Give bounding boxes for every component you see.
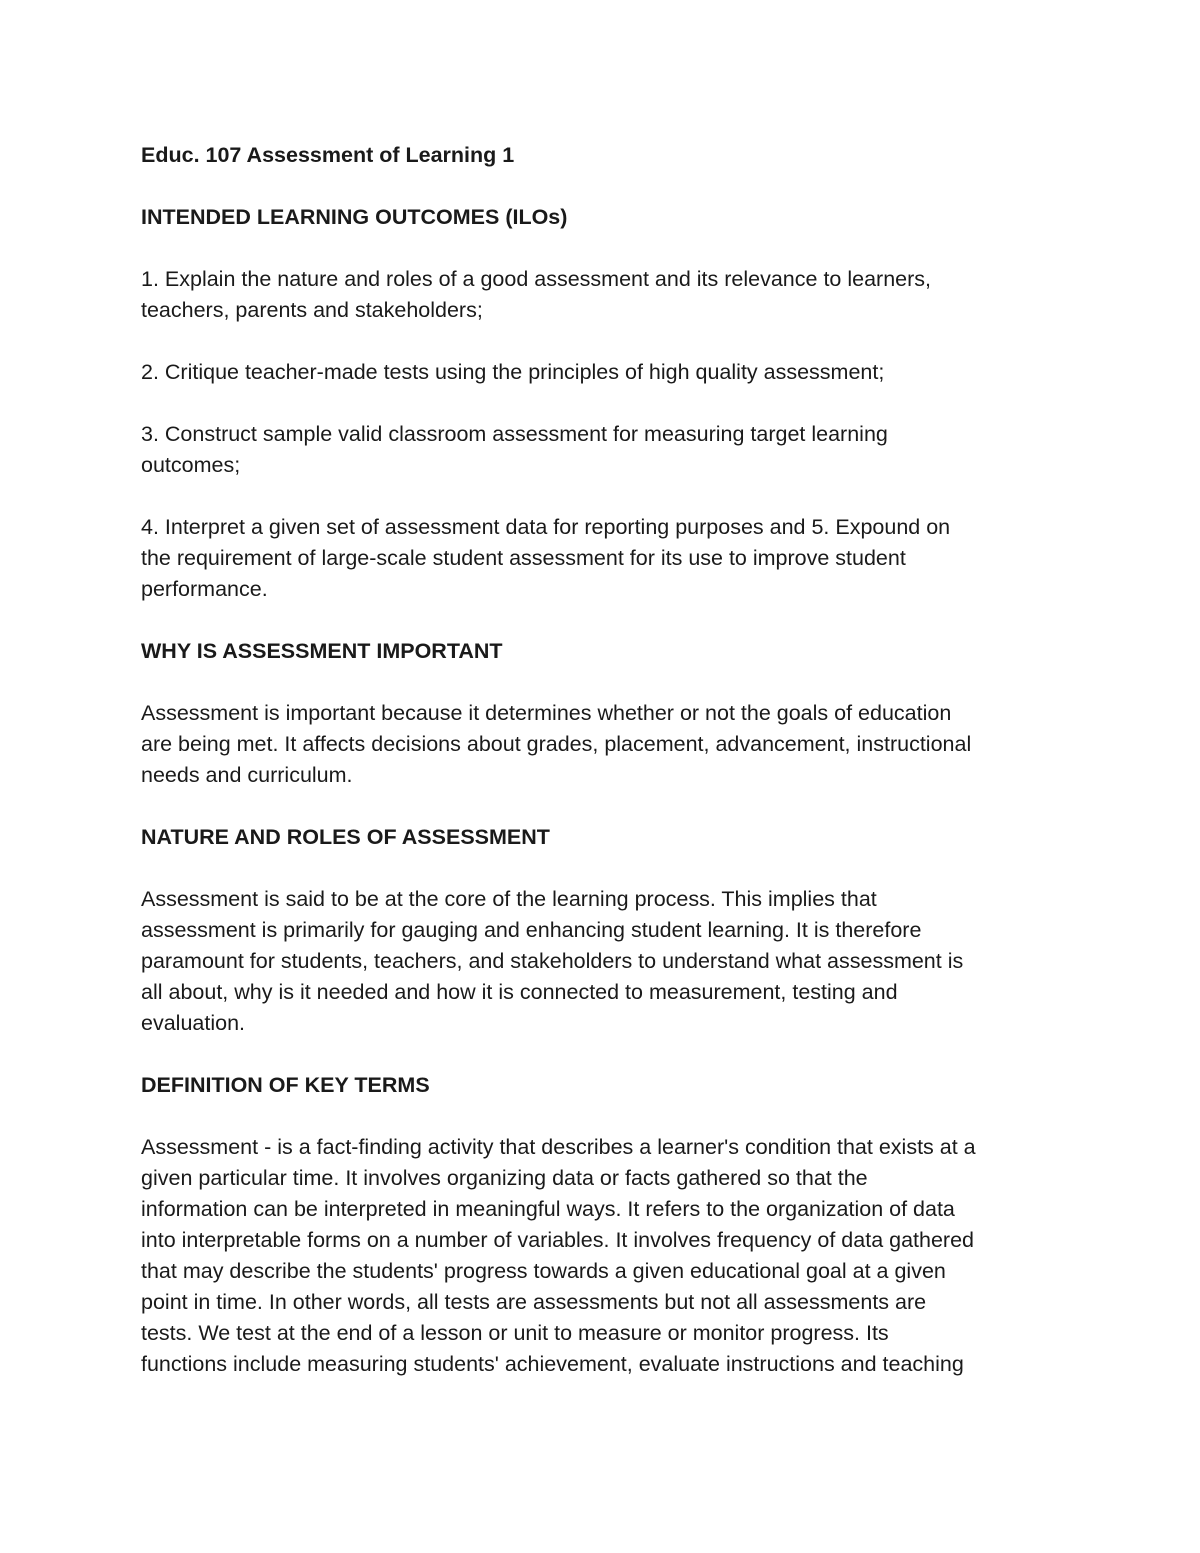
ilo-item-3: 3. Construct sample valid classroom assessment for measuring target learning outcomes; xyxy=(141,422,888,477)
document-title: Educ. 107 Assessment of Learning 1 xyxy=(141,143,515,167)
nature-paragraph: Assessment is said to be at the core of the learning process. This implies that assessment is primarily for gauging and enhancing student learning. It is therefore paramount for students, teachers, and stakeholders to understand what assessment is all about, why is it needed and how it is connected to measurement, testing and evaluation. xyxy=(141,887,964,1035)
definition-paragraph: Assessment - is a fact-finding activity that describes a learner's condition that exists at a given particular time. It involves organizing data or facts gathered so that the information can be interpreted in meaningful ways. It refers to the organization of data into interpretable forms on a number of variables. It involves frequency of data gathered that may describe the students' progress towards a given educational goal at a given point in time. In other words, all tests are assessments but not all assessments are tests. We test at the end of a lesson or unit to measure or monitor progress. Its functions include measuring students' achievement, evaluate instructions and teaching xyxy=(141,1135,976,1376)
ilo-heading: INTENDED LEARNING OUTCOMES (ILOs) xyxy=(141,205,568,229)
ilo-item-2: 2. Critique teacher-made tests using the principles of high quality assessment; xyxy=(141,360,885,384)
why-paragraph: Assessment is important because it determines whether or not the goals of education are being met. It affects decisions about grades, placement, advancement, instructional needs and curriculum. xyxy=(141,701,972,787)
why-heading: WHY IS ASSESSMENT IMPORTANT xyxy=(141,639,503,663)
ilo-item-1: 1. Explain the nature and roles of a good assessment and its relevance to learners, teachers, parents and stakeholders; xyxy=(141,267,931,322)
nature-heading: NATURE AND ROLES OF ASSESSMENT xyxy=(141,825,550,849)
definition-heading: DEFINITION OF KEY TERMS xyxy=(141,1073,430,1097)
document-body xyxy=(141,140,1071,1380)
ilo-item-4: 4. Interpret a given set of assessment data for reporting purposes and 5. Expound on the requirement of large-scale student assessment for its use to improve student performance. xyxy=(141,515,951,601)
